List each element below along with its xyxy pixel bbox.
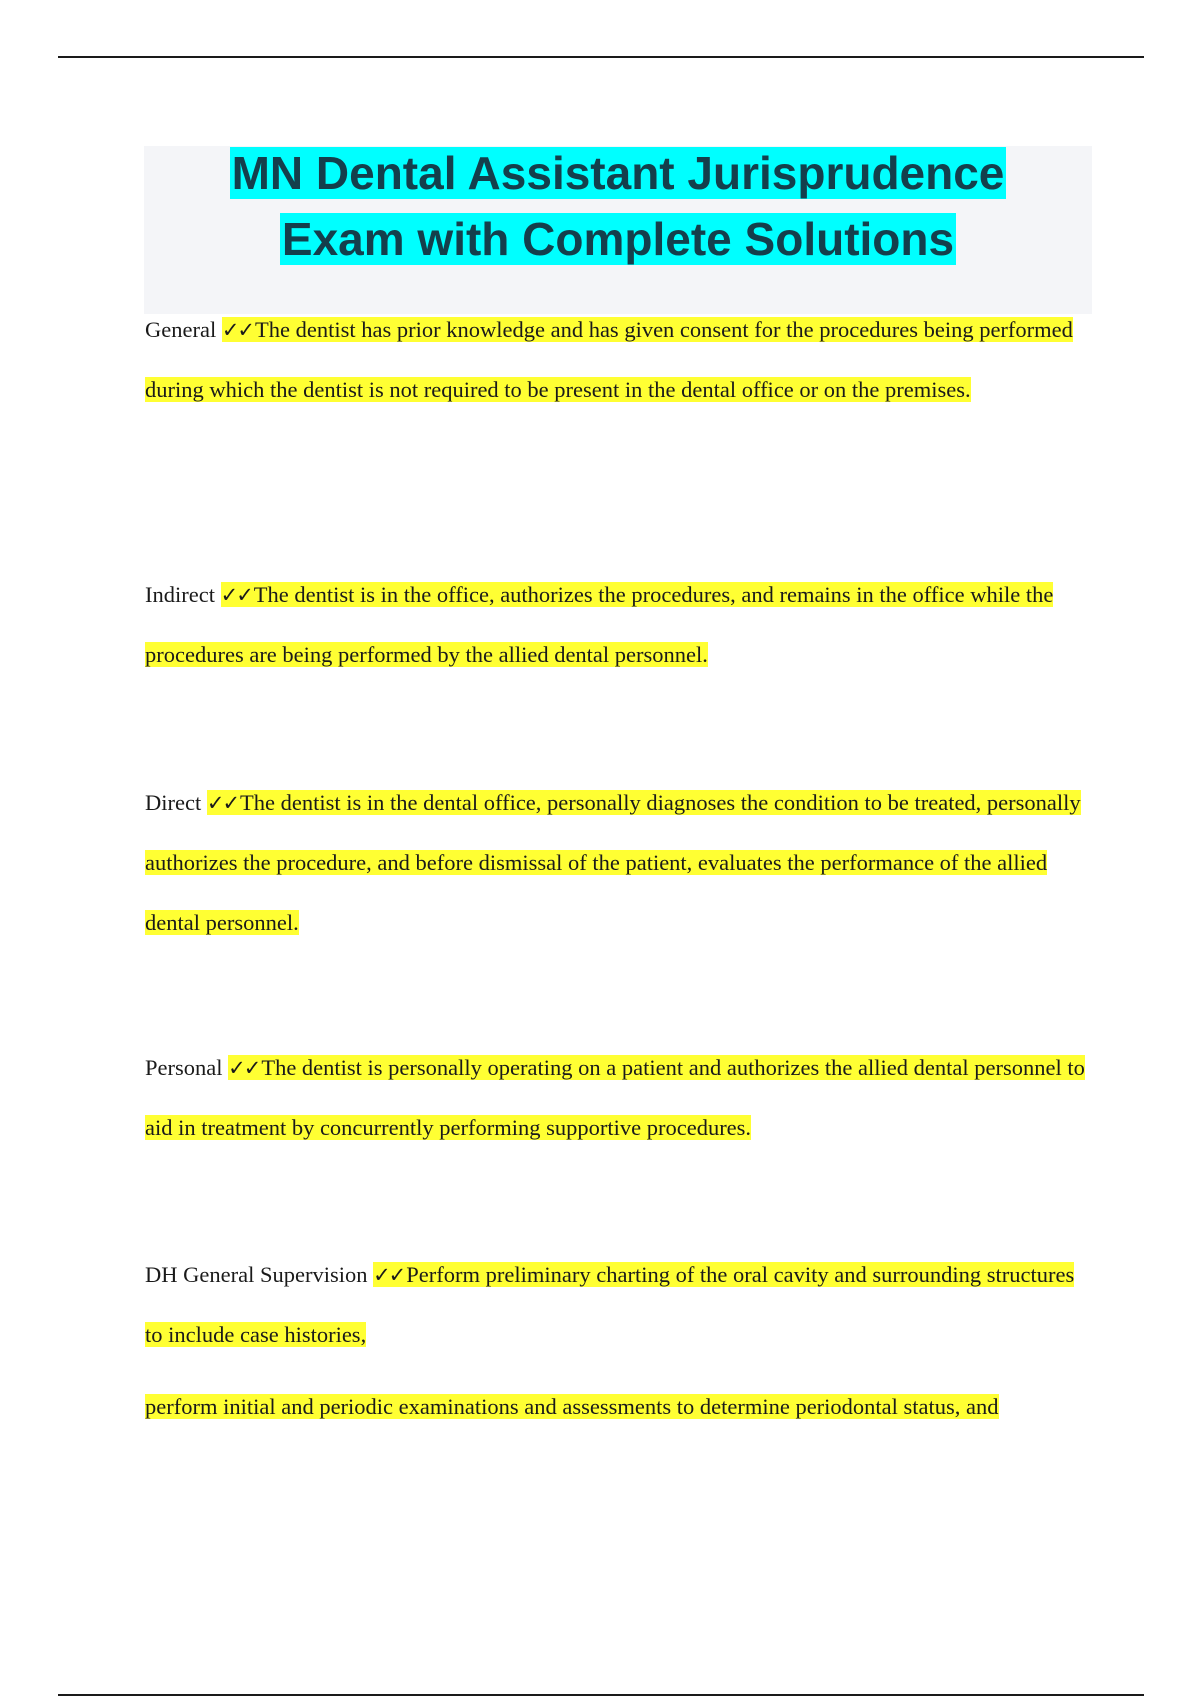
entry-term: Indirect [145,582,215,607]
entry-term: DH General Supervision [145,1262,368,1287]
entry-continuation: perform initial and periodic examinations and assessments to determine periodontal status, and [145,1394,999,1419]
entry-direct [145,773,1085,953]
double-check-icon: ✓✓ [220,583,252,607]
entry-personal [145,1038,1085,1158]
double-check-icon: ✓✓ [206,791,239,815]
top-rule [58,56,1144,58]
entry-definition: The dentist is in the dental office, personally diagnoses the condition to be treated, personally authorizes the procedure, and before dismissal of the patient, evaluates the performance of the allied dental personnel. [145,790,1081,935]
entry-term: General [145,317,217,342]
entry-indirect [145,565,1085,685]
double-check-icon: ✓✓ [228,1056,260,1080]
entry-term: Direct [145,790,202,815]
double-check-icon: ✓✓ [221,318,254,342]
title-banner [144,146,1092,314]
document-title-line-2: Exam with Complete Solutions [281,213,955,265]
entry-dh-general-supervision [145,1245,1085,1437]
bottom-rule [58,1694,1144,1696]
entry-definition: The dentist is in the office, authorizes the procedures, and remains in the office while the procedures are being performed by the allied dental personnel. [145,582,1054,667]
entry-general [145,300,1085,420]
entry-definition: The dentist has prior knowledge and has given consent for the procedures being performed during which the dentist is not required to be present in the dental office or on the premises. [145,317,1073,402]
entry-definition: The dentist is personally operating on a patient and authorizes the allied dental personnel to aid in treatment by concurrently performing supportive procedures. [145,1055,1085,1140]
document-title-line-1: MN Dental Assistant Jurisprudence [231,147,1005,199]
double-check-icon: ✓✓ [373,1263,405,1287]
entry-definition: Perform preliminary charting of the oral cavity and surrounding structures to include case histories, [145,1262,1075,1347]
entry-term: Personal [145,1055,223,1080]
